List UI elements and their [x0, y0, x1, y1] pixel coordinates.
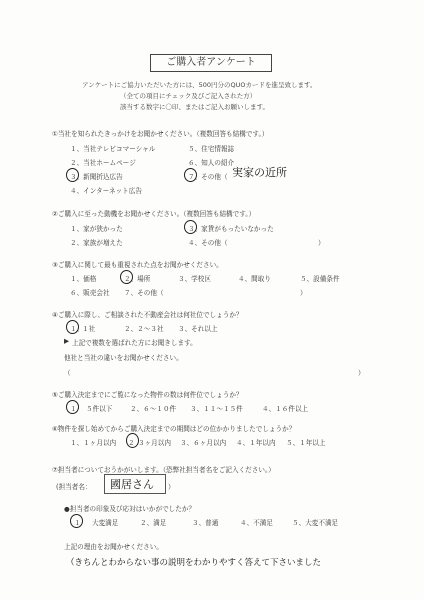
q1-option-5[interactable]: ５、住宅情報誌: [188, 145, 235, 153]
q2-option-2[interactable]: ２、家族が増えた: [70, 239, 123, 247]
q1-option-1[interactable]: １、当社テレビコマーシャル: [70, 145, 156, 153]
q2-option-4[interactable]: ４、その他（: [188, 239, 228, 247]
q6-option-5[interactable]: ５、１年以上: [286, 439, 326, 447]
q4-option-1[interactable]: １社: [82, 325, 96, 333]
q3-option-3[interactable]: ３、学校区: [178, 275, 211, 283]
q6-question: ⑥物件を探し始めてからご購入決定までの期間はどの位かかりましたでしょうか？: [52, 425, 296, 433]
q5-option-3[interactable]: ３、１１〜１５件: [190, 405, 243, 413]
q6-option-4[interactable]: ４、１年以内: [236, 439, 276, 447]
q4-answer-close: ）: [358, 369, 365, 377]
q1-selection-3: [66, 168, 79, 182]
q4-option-3[interactable]: ３、それ以上: [178, 325, 218, 333]
q4-note-bullet: ▶: [64, 337, 70, 345]
q1-option-2[interactable]: ２、当社ホームページ: [70, 159, 136, 167]
q7-name-close: ）: [168, 483, 175, 491]
q5-selection-1: [66, 400, 79, 414]
intro-line-2: （全ての項目にチェック及びご記入された方）: [120, 92, 257, 100]
q7-name-handwritten: 國居さん: [110, 478, 154, 491]
q2-question: ②ご購入に至った動機をお聞かせください。（複数回答も結構です。）: [52, 210, 256, 218]
q3-option-6[interactable]: ６、販売会社: [70, 289, 110, 297]
q3-option-1[interactable]: １、価格: [70, 275, 97, 283]
q6-option-1[interactable]: １、１ヶ月以内: [70, 439, 117, 447]
q3-option-4[interactable]: ４、間取り: [238, 275, 271, 283]
q3-question: ③ご購入に関して最も重視された点をお聞かせください。: [52, 261, 223, 269]
q6-option-3[interactable]: ３、６ヶ月以内: [180, 439, 227, 447]
q7-question: ⑦担当者についておうかがいします。（恐弊社担当者名をご記入ください。）: [52, 466, 275, 474]
q2-option-3[interactable]: ３、家賃がもったいなかった: [188, 225, 274, 233]
q6-option-2-num: ２: [128, 439, 135, 447]
q7-option-3[interactable]: ３、普通: [192, 519, 219, 527]
q4-option-2[interactable]: ２、２〜３社: [124, 325, 164, 333]
q3-option-7[interactable]: ７、その他（: [124, 289, 164, 297]
q3-option-2[interactable]: ２、場所: [124, 275, 151, 283]
survey-title: ご購入者アンケート: [150, 54, 272, 72]
q7-option-4[interactable]: ４、不満足: [240, 519, 273, 527]
q7-sub: ●担当者の印象及び応対はいかがでしたか？: [64, 505, 196, 513]
q7-reason-label: 上記の理由をお聞かせください。: [64, 543, 163, 551]
q4-sub: 他社と当社の違いをお聞かせください。: [64, 354, 183, 362]
q1-selection-7: [184, 168, 197, 182]
q2-selection-3: [184, 220, 197, 234]
q6-option-2[interactable]: ３ヶ月以内: [138, 439, 171, 447]
q6-selection-2: [126, 433, 139, 448]
q7-name-label: (担当者名：: [56, 483, 92, 491]
q5-option-4[interactable]: ４、１６件以上: [262, 405, 309, 413]
q5-question: ⑤ご購入決定までにご覧になった物件の数は何件位でしょうか？: [52, 391, 243, 399]
q3-option-5[interactable]: ５、設備条件: [300, 275, 340, 283]
q5-option-1[interactable]: ５件以下: [86, 405, 113, 413]
q1-option-4[interactable]: ４、インターネット広告: [70, 187, 142, 195]
q2-option-1[interactable]: １、家が狭かった: [70, 225, 123, 233]
q1-question: ①当社を知られたきっかけをお聞かせください。（複数回答も結構です。）: [52, 130, 269, 138]
q7-reason-handwritten: （きちんとわからない事の説明をわかりやすく答えて下さいました: [66, 558, 322, 568]
q7-option-2[interactable]: ２、満足: [140, 519, 167, 527]
q4-selection-1: [66, 320, 79, 334]
q1-option-3[interactable]: ３、新聞折込広告: [70, 173, 123, 181]
q7-option-1-num: １: [74, 519, 81, 527]
q7-option-5[interactable]: ５、大変不満足: [292, 519, 339, 527]
q4-answer-open: （: [64, 369, 71, 377]
q4-question: ④ご購入に際し、ご相談された不動産会社は何社位でしょうか？: [52, 311, 243, 319]
q1-option-6[interactable]: ６、知人の紹介: [188, 159, 235, 167]
q7-option-1[interactable]: 大変満足: [92, 519, 119, 527]
q5-option-2[interactable]: ２、６〜１０件: [130, 405, 177, 413]
q7-selection-1: [70, 514, 83, 528]
q4-option-1-num: １、: [70, 325, 84, 333]
intro-line-3: 該当する数字に〇印、またはご記入お願いします。: [120, 103, 269, 111]
q5-option-1-num: １: [70, 405, 77, 413]
q3-selection-2: [120, 270, 133, 284]
q2-other-close-paren: ）: [318, 239, 325, 247]
q1-option-7[interactable]: ７、その他（: [188, 173, 228, 181]
q4-note: 上記で複数を選ばれた方にお聞きします。: [72, 339, 197, 347]
intro-line-1: アンケートにご協力いただいた方には、500円分のQUOカードを進呈致します。: [82, 81, 317, 89]
q3-other-close-paren: ）: [300, 289, 307, 297]
q1-other-handwritten: 実家の近所: [232, 166, 287, 179]
